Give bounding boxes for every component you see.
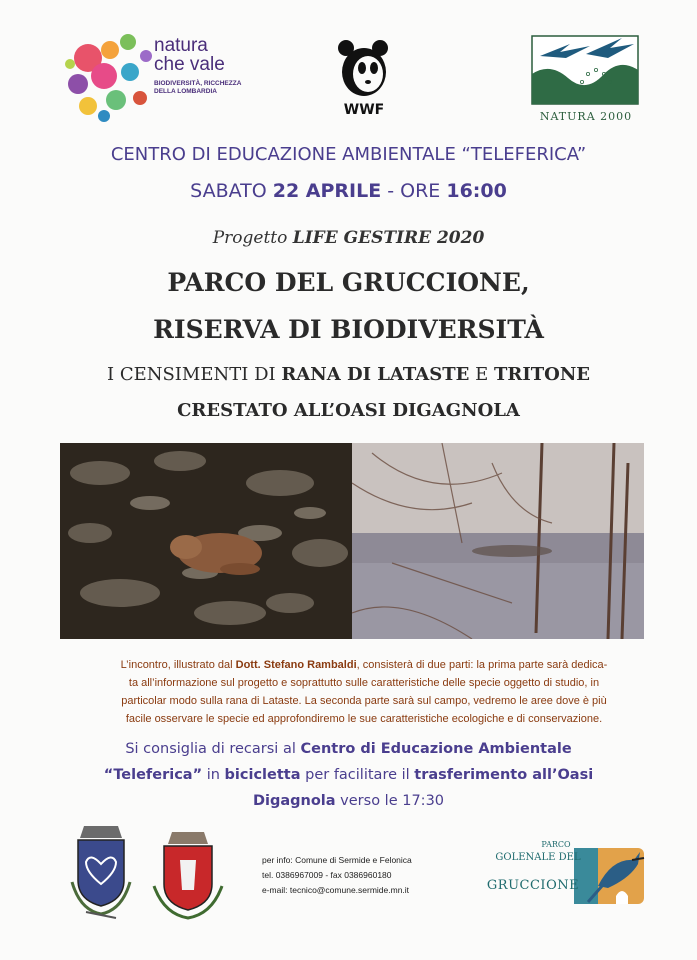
info-phone: tel. 0386967009 - fax 0386960180 — [262, 870, 392, 880]
subtitle-species2a: TRITONE — [493, 364, 591, 385]
subtitle-line1 — [0, 364, 697, 385]
subtitle-and: E — [469, 364, 494, 385]
advice-f: per facilitare il — [300, 767, 415, 783]
info-line1: per info: Comune di Sermide e Felonica — [262, 855, 412, 865]
description-line3: particolar modo sulla rana di Lataste. La seconda parte sarà sul campo, vedremo le aree dove è più — [121, 695, 607, 707]
crest-icon — [68, 822, 134, 920]
natura-line1: natura — [154, 35, 208, 56]
parco-gruccione-logo — [476, 834, 646, 914]
advice-a: Si consiglia di recarsi al — [125, 741, 301, 757]
subtitle-line2 — [0, 400, 697, 421]
date-mid: - ORE — [381, 180, 447, 202]
parco-l3: GRUCCIONE — [486, 878, 580, 893]
main-title-line1: PARCO DEL GRUCCIONE, — [167, 268, 530, 297]
coat-of-arms-felonica — [150, 830, 226, 922]
project-name: LIFE GESTIRE 2020 — [292, 228, 485, 248]
subtitle-species2b: CRESTATO — [177, 400, 288, 421]
centro-heading: CENTRO DI EDUCAZIONE AMBIENTALE “TELEFERICA” — [110, 144, 587, 165]
parco-l2: GOLENALE DEL — [495, 852, 581, 863]
advice-bike: bicicletta — [224, 767, 301, 783]
advice-line3 — [0, 788, 697, 814]
date-time: 16:00 — [446, 180, 507, 202]
advice-transfer: trasferimento all’Oasi — [414, 767, 594, 783]
natura-line2: che vale — [154, 54, 225, 75]
natura2000-label: NATURA 2000 — [539, 110, 633, 123]
wwf-label: WWF — [343, 102, 385, 118]
advice-digagnola: Digagnola — [252, 793, 336, 809]
advice-teleferica: “Teleferica” — [103, 767, 203, 783]
speaker-name: Dott. Stefano Rambaldi — [235, 659, 357, 671]
description-line4: facile osservare le specie ed approfondiremo le sue caratteristiche ecologiche e di conservazione. — [125, 713, 603, 725]
advice-in: in — [202, 767, 225, 783]
advice-time: verso le 17:30 — [335, 793, 445, 809]
flower-cluster-icon — [58, 28, 158, 126]
wwf-logo — [332, 38, 396, 122]
info-email[interactable]: e-mail: tecnico@comune.sermide.mn.it — [262, 885, 410, 895]
description — [64, 656, 664, 728]
natura-che-vale-logo — [58, 28, 258, 128]
subtitle-location: ALL’OASI DIGAGNOLA — [287, 400, 520, 421]
natura2000-emblem-icon — [530, 34, 640, 106]
date-line — [0, 180, 697, 202]
advice-centro: Centro di Educazione Ambientale — [300, 741, 572, 757]
parco-l1: PARCO — [541, 840, 571, 849]
description-line2: ta all’informazione sul progetto e soprattutto sulle caratteristiche delle specie oggetto di studio, in — [128, 677, 600, 689]
project-prefix: Progetto — [212, 228, 293, 248]
coat-of-arms-sermide — [68, 822, 134, 920]
subtitle-a: I CENSIMENTI DI — [106, 364, 282, 385]
panda-icon — [332, 38, 396, 100]
date-day: 22 APRILE — [272, 180, 382, 202]
natura2000-logo — [530, 34, 642, 128]
project-line — [0, 228, 697, 248]
description-line1 — [64, 656, 664, 674]
description-l1a: L’incontro, illustrato dal — [120, 659, 236, 671]
natura-tagline1: BIODIVERSITÀ, RICCHEZZA — [154, 80, 242, 87]
date-prefix: SABATO — [190, 180, 273, 202]
pond-photo — [352, 443, 644, 639]
subtitle-species1: RANA DI LATASTE — [281, 364, 470, 385]
crest-icon — [150, 830, 226, 922]
advice-line2 — [0, 762, 697, 788]
natura-tagline2: DELLA LOMBARDIA — [154, 88, 217, 95]
advice-line1 — [0, 736, 697, 762]
advice-block — [0, 736, 697, 814]
frog-photo — [60, 443, 352, 639]
main-title-line2: RISERVA DI BIODIVERSITÀ — [153, 315, 544, 344]
contact-info — [262, 853, 462, 898]
description-l1c: , consisterà di due parti: la prima parte sarà dedica- — [356, 659, 608, 671]
